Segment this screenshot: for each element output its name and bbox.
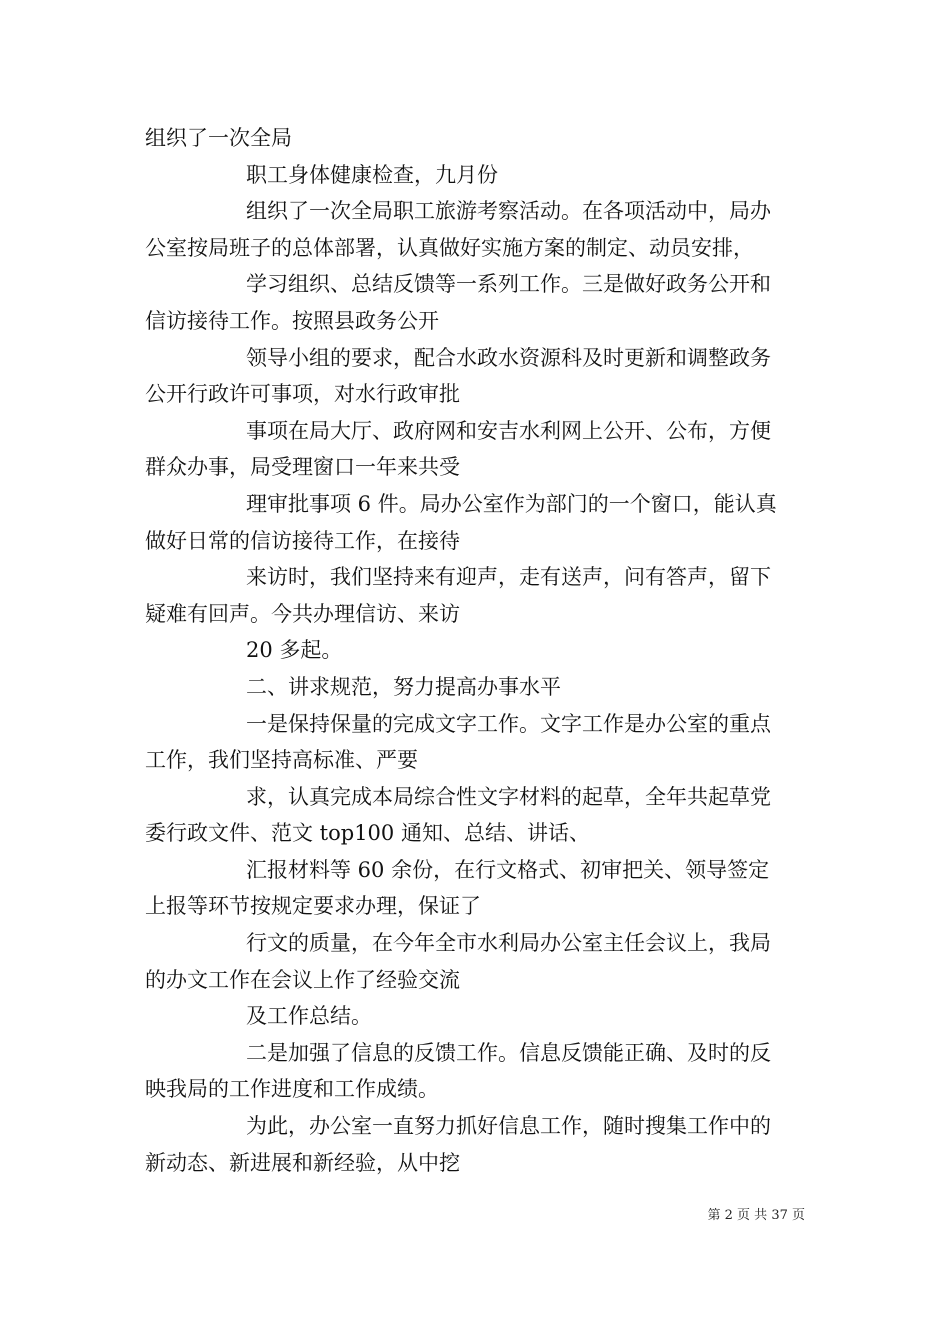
text-line: 职工身体健康检查，九月份 (246, 162, 498, 187)
text-line: 一是保持保量的完成文字工作。文字工作是办公室的重点 (246, 711, 771, 736)
text-line: 公室按局班子的总体部署，认真做好实施方案的制定、动员安排， (145, 235, 754, 260)
text-line: 求，认真完成本局综合性文字材料的起草，全年共起草党 (246, 784, 771, 809)
text-line: 学习组织、总结反馈等一系列工作。三是做好政务公开和 (246, 272, 771, 297)
text-line: 二、讲求规范，努力提高办事水平 (246, 674, 561, 699)
text-line: 二是加强了信息的反馈工作。信息反馈能正确、及时的反 (246, 1040, 771, 1065)
text-line: 上报等环节按规定要求办理，保证了 (145, 894, 481, 919)
text-line: 工作，我们坚持高标准、严要 (145, 748, 418, 773)
text-line: 新动态、新进展和新经验，从中挖 (145, 1150, 460, 1175)
text-line: 事项在局大厅、政府网和安吉水利网上公开、公布，方便 (246, 418, 771, 443)
document-body (145, 120, 810, 1181)
text-line: 映我局的工作进度和工作成绩。 (145, 1077, 439, 1102)
text-line: 20 多起。 (246, 638, 343, 663)
text-line: 领导小组的要求，配合水政水资源科及时更新和调整政务 (246, 345, 771, 370)
text-line: 为此，办公室一直努力抓好信息工作，随时搜集工作中的 (246, 1114, 771, 1139)
text-line: 行文的质量，在今年全市水利局办公室主任会议上，我局 (246, 931, 771, 956)
text-line: 理审批事项 6 件。局办公室作为部门的一个窗口，能认真 (246, 491, 777, 516)
text-line: 疑难有回声。今共办理信访、来访 (145, 601, 460, 626)
page-number-footer: 第 2 页 共 37 页 (707, 1208, 805, 1223)
text-line: 来访时，我们坚持来有迎声，走有送声，问有答声，留下 (246, 565, 771, 590)
text-line: 信访接待工作。按照县政务公开 (145, 308, 439, 333)
text-line: 群众办事，局受理窗口一年来共受 (145, 455, 460, 480)
text-line: 组织了一次全局职工旅游考察活动。在各项活动中，局办 (246, 199, 771, 224)
text-line: 汇报材料等 60 余份，在行文格式、初审把关、领导签定 (246, 857, 770, 882)
text-line: 公开行政许可事项，对水行政审批 (145, 382, 460, 407)
text-line: 做好日常的信访接待工作，在接待 (145, 528, 460, 553)
text-line: 委行政文件、范文 top100 通知、总结、讲话、 (145, 821, 590, 846)
text-line: 组织了一次全局 (145, 126, 292, 150)
text-line: 的办文工作在会议上作了经验交流 (145, 967, 460, 992)
text-line: 及工作总结。 (246, 1004, 372, 1029)
